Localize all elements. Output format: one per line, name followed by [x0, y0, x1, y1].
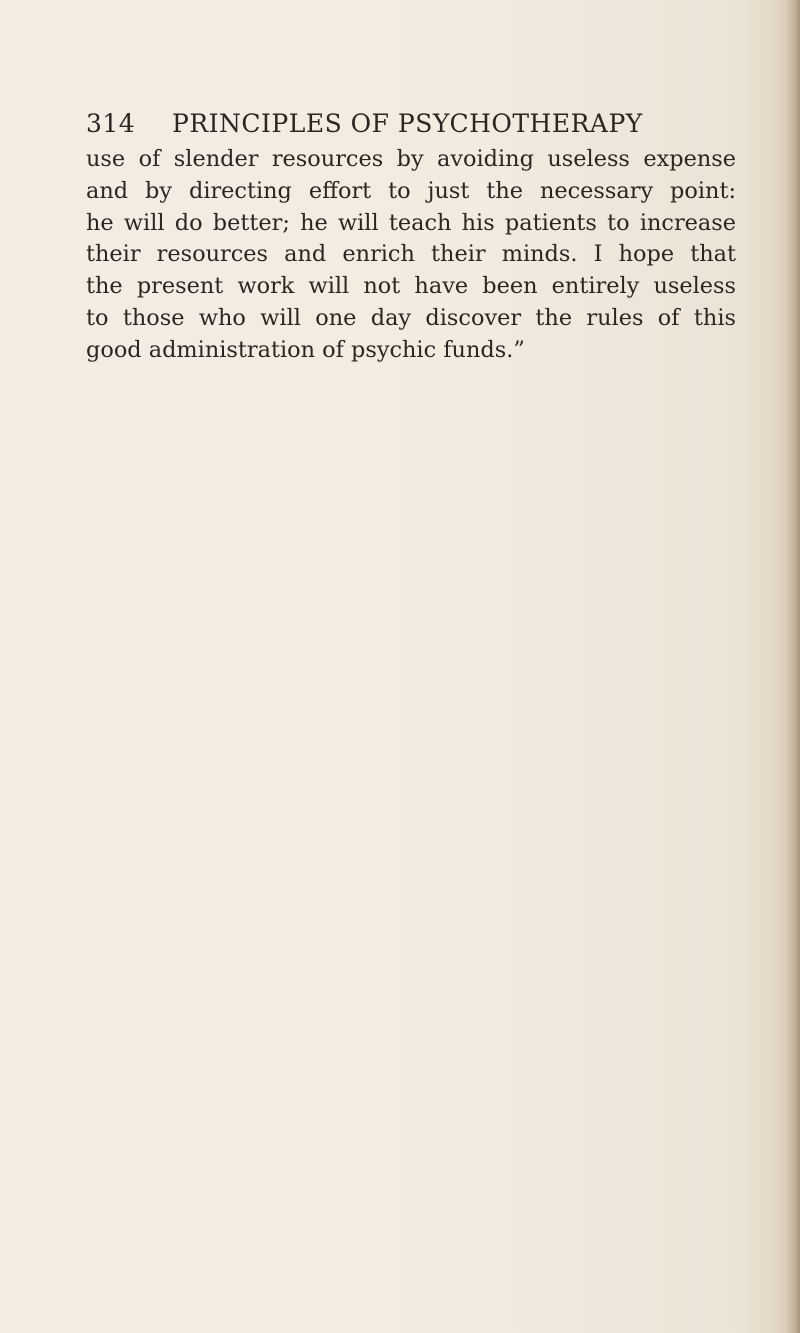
text-line: use of slender resources by avoiding useless expense	[86, 146, 736, 172]
text-line: good administration of psychic funds.”	[86, 336, 525, 363]
page-number: 314	[86, 109, 136, 138]
text-line: the present work will not have been entirely useless	[86, 273, 736, 300]
page-edge-shadow	[786, 0, 800, 1333]
running-head	[86, 104, 666, 144]
body-text	[86, 144, 736, 367]
text-line: to those who will one day discover the rules of this	[86, 304, 736, 331]
text-line: their resources and enrich their minds. I hope that	[86, 241, 736, 268]
text-line: he will do better; he will teach his patients to increase	[86, 209, 736, 236]
running-title: PRINCIPLES OF PSYCHOTHERAPY	[172, 109, 643, 138]
text-line: and by directing effort to just the necessary point:	[86, 177, 736, 204]
